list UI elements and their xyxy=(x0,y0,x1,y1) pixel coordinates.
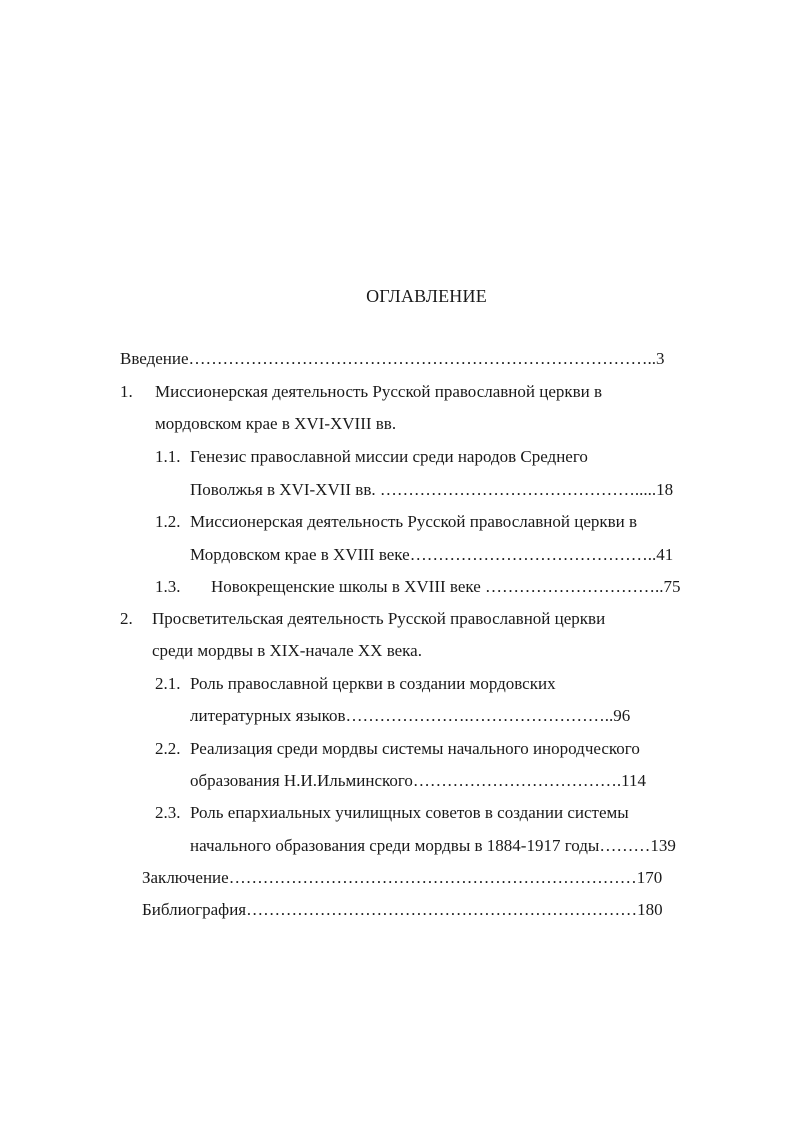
toc-chapter-1-number: 1. xyxy=(120,382,133,401)
toc-section-1-1-title-cont: Поволжья в XVI-XVII вв. ……………………………………….....18 xyxy=(190,480,674,499)
toc-chapter-2-title-cont: среди мордвы в XIX-начале XX века. xyxy=(152,641,422,660)
toc-chapter-2-number: 2. xyxy=(120,609,133,628)
toc-section-2-1-title-cont: литературных языков………………….……………………..96 xyxy=(190,706,631,725)
toc-entry-bibliography: Библиография……………………………………………………………180 xyxy=(142,900,663,919)
toc-section-2-3-number: 2.3. xyxy=(155,803,181,822)
toc-section-1-3-number: 1.3. xyxy=(155,577,181,596)
toc-chapter-1-title-cont: мордовском крае в XVI-XVIII вв. xyxy=(155,414,397,433)
toc-section-1-1-number: 1.1. xyxy=(155,447,181,466)
toc-section-2-2-number: 2.2. xyxy=(155,739,181,758)
toc-section-2-2-title: Реализация среди мордвы системы начального инородческого xyxy=(190,739,640,758)
toc-section-2-2-title-cont: образования Н.И.Ильминского……………………………….114 xyxy=(190,771,647,790)
toc-section-2-1-title: Роль православной церкви в создании мордовских xyxy=(190,674,556,693)
toc-entry-intro: Введение………………………………………………………………………..3 xyxy=(120,349,665,368)
toc-section-1-2-number: 1.2. xyxy=(155,512,181,531)
toc-section-2-3-title-cont: начального образования среди мордвы в 1884-1917 годы………139 xyxy=(190,836,676,855)
toc-section-1-2-title-cont: Мордовском крае в XVIII веке……………………………………..41 xyxy=(190,545,674,564)
toc-section-1-1-title: Генезис православной миссии среди народов Среднего xyxy=(190,447,588,466)
toc-section-1-3-title: Новокрещенские школы в XVIII веке …………………………..75 xyxy=(211,577,681,596)
toc-entry-conclusion: Заключение………………………………………………………………170 xyxy=(142,868,663,887)
toc-chapter-1-title: Миссионерская деятельность Русской православной церкви в xyxy=(155,382,603,401)
page-title: ОГЛАВЛЕНИЕ xyxy=(366,286,487,306)
toc-section-1-2-title: Миссионерская деятельность Русской православной церкви в xyxy=(190,512,638,531)
toc-section-2-3-title: Роль епархиальных училищных советов в создании системы xyxy=(190,803,629,822)
toc-section-2-1-number: 2.1. xyxy=(155,674,181,693)
toc-chapter-2-title: Просветительская деятельность Русской православной церкви xyxy=(152,609,606,628)
